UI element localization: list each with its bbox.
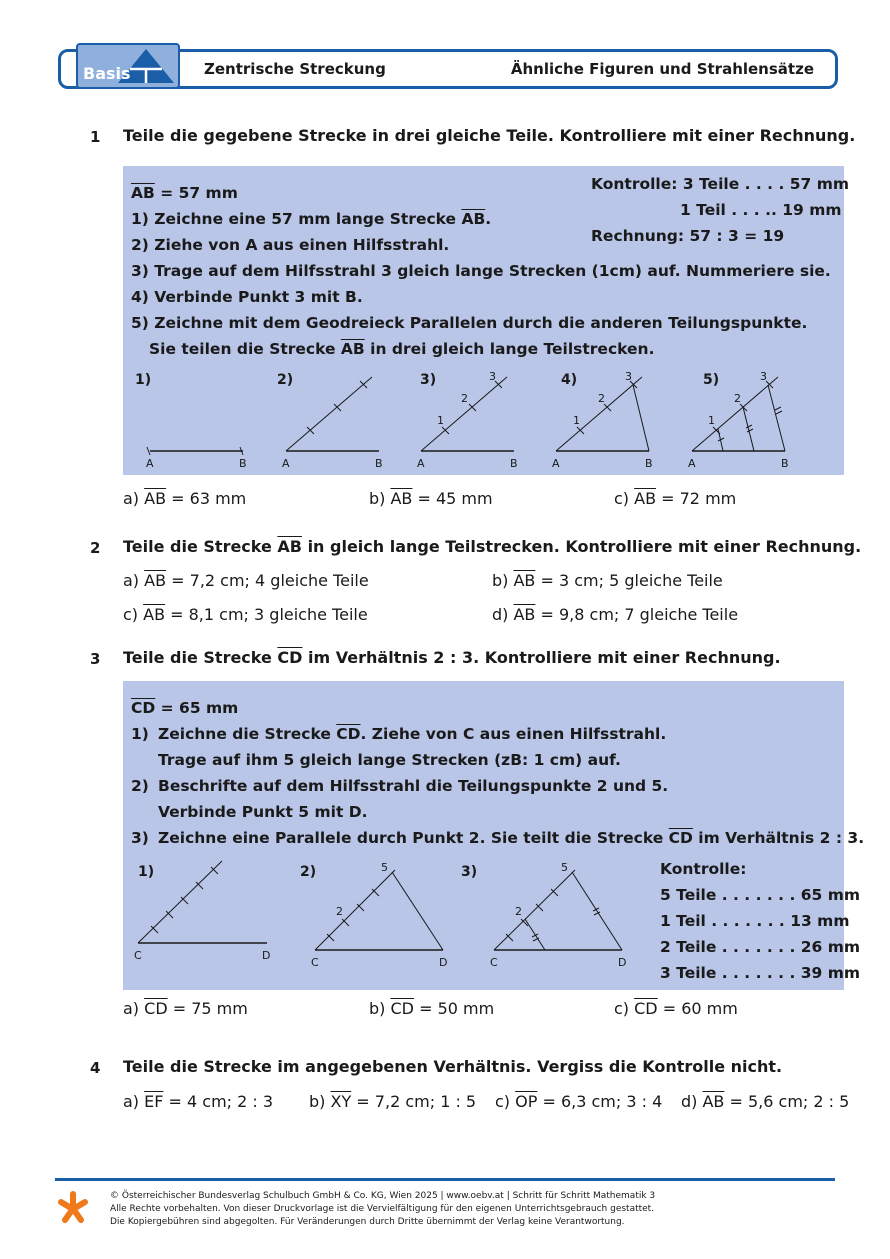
task3-answer-a: a) $\overline{CD} = 75$ mm xyxy=(123,999,248,1018)
task4-number: 4 xyxy=(90,1059,101,1077)
footer-line-2: Alle Rechte vorbehalten. Von dieser Druckvorlage ist die Vervielfältigung für den eigenen Unterrichtsgebrauch gestattet. xyxy=(110,1204,655,1214)
t3f3-mark-5: 5 xyxy=(561,861,568,874)
t1f5-mark-1: 1 xyxy=(708,414,715,427)
t1-fig-label-2: 2) xyxy=(277,372,294,388)
task1-step3: 3) Trage auf dem Hilfsstrahl 3 gleich lange Strecken (1cm) auf. Nummeriere sie. xyxy=(131,262,831,280)
t1f4-label-b: B xyxy=(645,457,653,470)
task4-answer-a: a) $\overline{EF} = 4$ cm; 2 : 3 xyxy=(123,1092,274,1111)
t1f5-label-b: B xyxy=(781,457,789,470)
t1-fig-label-5: 5) xyxy=(703,372,720,388)
t3f1-label-c: C xyxy=(134,949,142,962)
task3-step2b: Verbinde Punkt 5 mit D. xyxy=(158,803,368,821)
task2-answer-d: d) $\overline{AB} = 9,8$ cm; 7 gleiche Teile xyxy=(492,605,739,624)
task3-step3-num: 3) xyxy=(131,829,149,847)
task3-step3: Zeichne eine Parallele durch Punkt 2. Sie teilt die Strecke $\overline{CD}$ im Verhältnis 2 : 3. xyxy=(158,829,865,847)
t3f2-label-c: C xyxy=(311,956,319,969)
t1f1-label-a: A xyxy=(146,457,154,470)
task1-answer-a: a) $\overline{AB} = 63$ mm xyxy=(123,489,247,508)
badge-label: Basis xyxy=(83,64,131,83)
task2-answer-c: c) $\overline{AB} = 8,1$ cm; 3 gleiche Teile xyxy=(123,605,368,624)
task3-step2-num: 2) xyxy=(131,777,149,795)
task1-step2: 2) Ziehe von A aus einen Hilfsstrahl. xyxy=(131,236,450,254)
task1-answer-c: c) $\overline{AB} = 72$ mm xyxy=(614,489,737,508)
footer-line-3: Die Kopiergebühren sind abgegolten. Für Veränderungen durch Dritte übernimmt der Verlag keine Verantwortung. xyxy=(110,1217,625,1227)
task3-step1: Zeichne die Strecke $\overline{CD}$. Ziehe von C aus einen Hilfsstrahl. xyxy=(158,725,667,743)
task3-control-title: Kontrolle: xyxy=(660,860,747,878)
footer-divider xyxy=(55,1178,835,1181)
t1f2-label-b: B xyxy=(375,457,383,470)
footer-line-1: © Österreichischer Bundesverlag Schulbuch GmbH & Co. KG, Wien 2025 | www.oebv.at | Schritt für Schritt Mathematik 3 xyxy=(110,1191,656,1201)
task1-check2: 1 Teil . . . .. 19 mm xyxy=(680,201,842,219)
t1f4-mark-1: 1 xyxy=(573,414,580,427)
task1-step5: 5) Zeichne mit dem Geodreieck Parallelen durch die anderen Teilungspunkte. xyxy=(131,314,808,332)
t3f2-connect xyxy=(392,872,443,950)
task4-title: Teile die Strecke im angegebenen Verhältnis. Vergiss die Kontrolle nicht. xyxy=(123,1057,783,1076)
task1-given: $\overline{AB} = 57$ mm xyxy=(131,184,238,202)
t1f4-label-a: A xyxy=(552,457,560,470)
t1f3-mark-3: 3 xyxy=(489,370,496,383)
task2-title: Teile die Strecke $\overline{AB}$ in gleich lange Teilstrecken. Kontrolliere mit einer Rechnung. xyxy=(123,537,862,556)
t3f1-label-d: D xyxy=(262,949,271,962)
t3f2-label-d: D xyxy=(439,956,448,969)
header-right-title: Ähnliche Figuren und Strahlensätze xyxy=(510,60,814,78)
t1-fig-label-3: 3) xyxy=(420,372,437,388)
t1f3-mark-2: 2 xyxy=(461,392,468,405)
t3f1-ray xyxy=(138,861,222,943)
task3-number: 3 xyxy=(90,650,101,668)
task1-answer-b: b) $\overline{AB} = 45$ mm xyxy=(369,489,493,508)
t1f3-label-b: B xyxy=(510,457,518,470)
t1f1-label-b: B xyxy=(239,457,247,470)
t3f2-mark-5: 5 xyxy=(381,861,388,874)
task3-given: $\overline{CD} = 65$ mm xyxy=(131,699,239,717)
task4-answer-d: d) $\overline{AB} = 5,6$ cm; 2 : 5 xyxy=(681,1092,850,1111)
task2-answer-a: a) $\overline{AB} = 7,2$ cm; 4 gleiche Teile xyxy=(123,571,369,590)
t1f3-label-a: A xyxy=(417,457,425,470)
t1-fig-label-4: 4) xyxy=(561,372,578,388)
t3f3-label-d: D xyxy=(618,956,627,969)
task3-control-line: 3 Teile . . . . . . . 39 mm xyxy=(660,964,861,982)
t1f5-mark-3: 3 xyxy=(760,370,767,383)
task3-step1-num: 1) xyxy=(131,725,149,743)
t1f2-label-a: A xyxy=(282,457,290,470)
t3f3-parallel xyxy=(525,919,545,950)
t3f3-ray xyxy=(494,870,575,950)
task1-step5b: Sie teilen die Strecke $\overline{AB}$ in drei gleich lange Teilstrecken. xyxy=(149,340,655,358)
t1f4-mark-2: 2 xyxy=(598,392,605,405)
t3-fig-label-3: 3) xyxy=(461,864,478,880)
task1-number: 1 xyxy=(90,128,101,146)
task1-calc: Rechnung: 57 : 3 = 19 xyxy=(591,227,785,245)
task3-control-line: 2 Teile . . . . . . . 26 mm xyxy=(660,938,861,956)
task3-title: Teile die Strecke $\overline{CD}$ im Verhältnis 2 : 3. Kontrolliere mit einer Rechnung. xyxy=(123,648,781,667)
t1-fig-label-1: 1) xyxy=(135,372,152,388)
task3-control-line: 1 Teil . . . . . . . 13 mm xyxy=(660,912,850,930)
task2-answer-b: b) $\overline{AB} = 3$ cm; 5 gleiche Teile xyxy=(492,571,723,590)
t3-fig-label-1: 1) xyxy=(138,864,155,880)
task1-check1: Kontrolle: 3 Teile . . . . 57 mm xyxy=(591,175,850,193)
t3f3-mark-2: 2 xyxy=(515,905,522,918)
task3-control-line: 5 Teile . . . . . . . 65 mm xyxy=(660,886,861,904)
task1-step1: 1) Zeichne eine 57 mm lange Strecke $\overline{AB}$. xyxy=(131,210,492,228)
t3f2-mark-2: 2 xyxy=(336,905,343,918)
t3f2-ray xyxy=(315,870,395,950)
task3-answer-c: c) $\overline{CD} = 60$ mm xyxy=(614,999,738,1018)
task1-title: Teile die gegebene Strecke in drei gleiche Teile. Kontrolliere mit einer Rechnung. xyxy=(123,126,856,145)
t1f3-mark-1: 1 xyxy=(437,414,444,427)
task3-step2: Beschrifte auf dem Hilfsstrahl die Teilungspunkte 2 und 5. xyxy=(158,777,669,795)
t1f5-label-a: A xyxy=(688,457,696,470)
t1f5-mark-2: 2 xyxy=(734,392,741,405)
t1f4-mark-3: 3 xyxy=(625,370,632,383)
header-left-title: Zentrische Streckung xyxy=(204,60,386,78)
t3f3-label-c: C xyxy=(490,956,498,969)
publisher-logo-icon xyxy=(55,1190,91,1226)
task4-answer-c: c) $\overline{OP} = 6,3$ cm; 3 : 4 xyxy=(495,1092,663,1111)
t3-fig-label-2: 2) xyxy=(300,864,317,880)
task4-answer-b: b) $\overline{XY} = 7,2$ cm; 1 : 5 xyxy=(309,1092,477,1111)
task3-step1b: Trage auf ihm 5 gleich lange Strecken (zB: 1 cm) auf. xyxy=(158,751,621,769)
task3-answer-b: b) $\overline{CD} = 50$ mm xyxy=(369,999,495,1018)
task1-step4: 4) Verbinde Punkt 3 mit B. xyxy=(131,288,363,306)
task2-number: 2 xyxy=(90,539,101,557)
t3f3-connect xyxy=(572,872,622,950)
